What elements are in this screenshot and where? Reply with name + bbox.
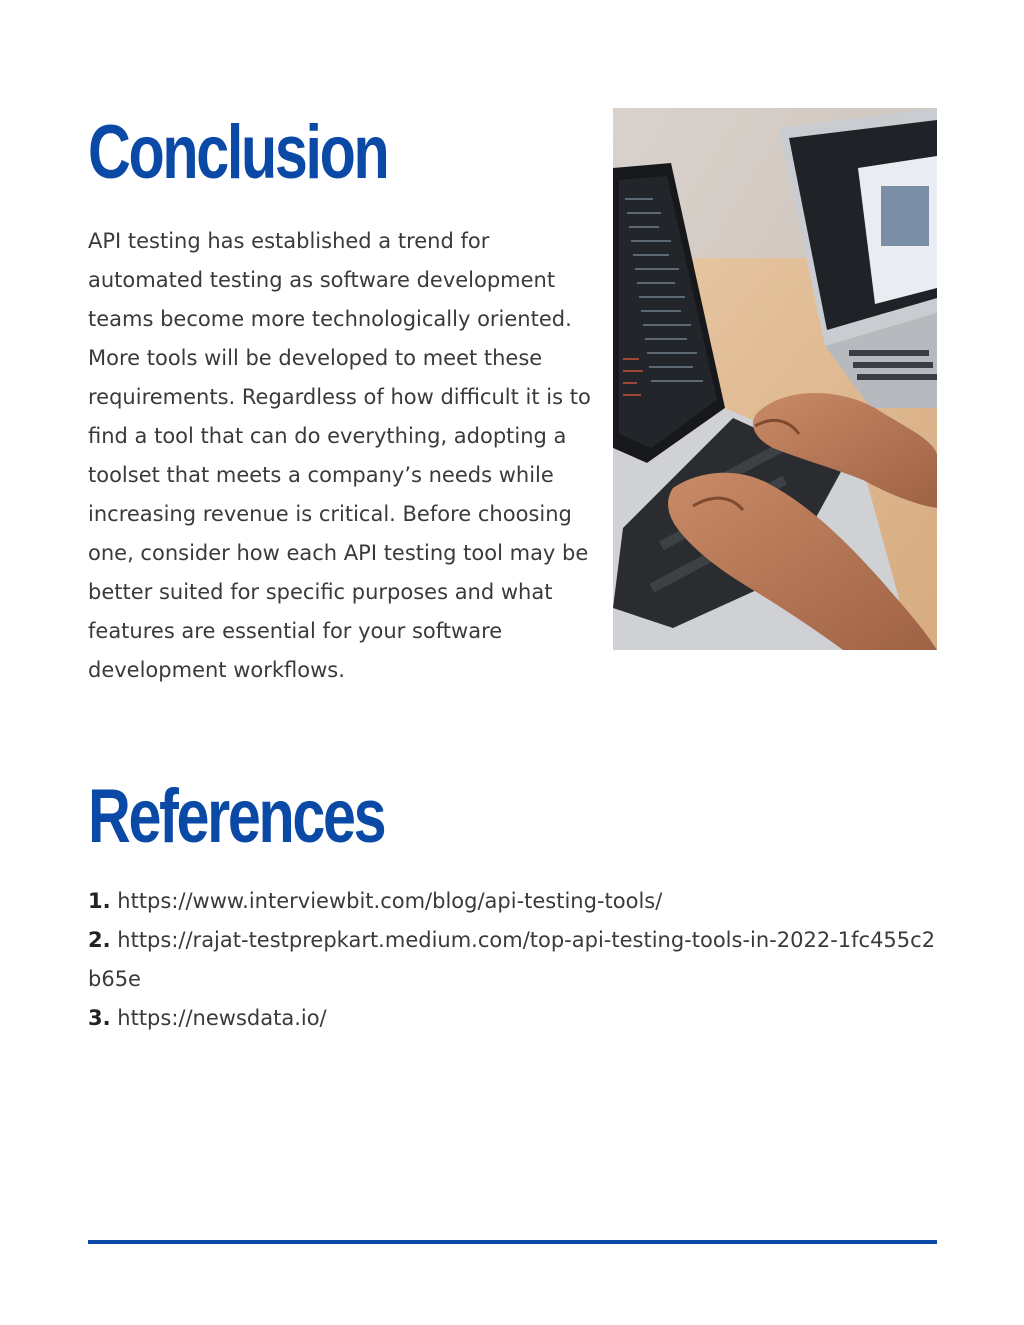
reference-link[interactable]: https://newsdata.io/ — [117, 1006, 327, 1030]
reference-item — [88, 921, 936, 999]
reference-number: 1. — [88, 889, 111, 913]
reference-link[interactable]: https://rajat-testprepkart.medium.com/top-api-testing-tools-in-2022-1fc455c2b65e — [88, 928, 936, 991]
footer-divider — [88, 1240, 937, 1244]
reference-link[interactable]: https://www.interviewbit.com/blog/api-testing-tools/ — [117, 889, 663, 913]
reference-number: 2. — [88, 928, 111, 952]
conclusion-heading: Conclusion — [88, 110, 388, 195]
laptop-photo — [613, 108, 937, 650]
reference-number: 3. — [88, 1006, 111, 1030]
conclusion-paragraph: API testing has established a trend for automated testing as software development teams become more technologically oriented. More tools will be developed to meet these requirements. Regardless of how difficult it is to find a tool that can do everything, adopting a toolset that meets a company’s needs while increasing revenue is critical. Before choosing one, consider how each API testing tool may be better suited for specific purposes and what features are essential for your software development workflows. — [88, 229, 591, 682]
references-list — [88, 882, 936, 1038]
reference-item — [88, 882, 936, 921]
references-heading: References — [88, 774, 385, 859]
reference-item — [88, 999, 936, 1038]
